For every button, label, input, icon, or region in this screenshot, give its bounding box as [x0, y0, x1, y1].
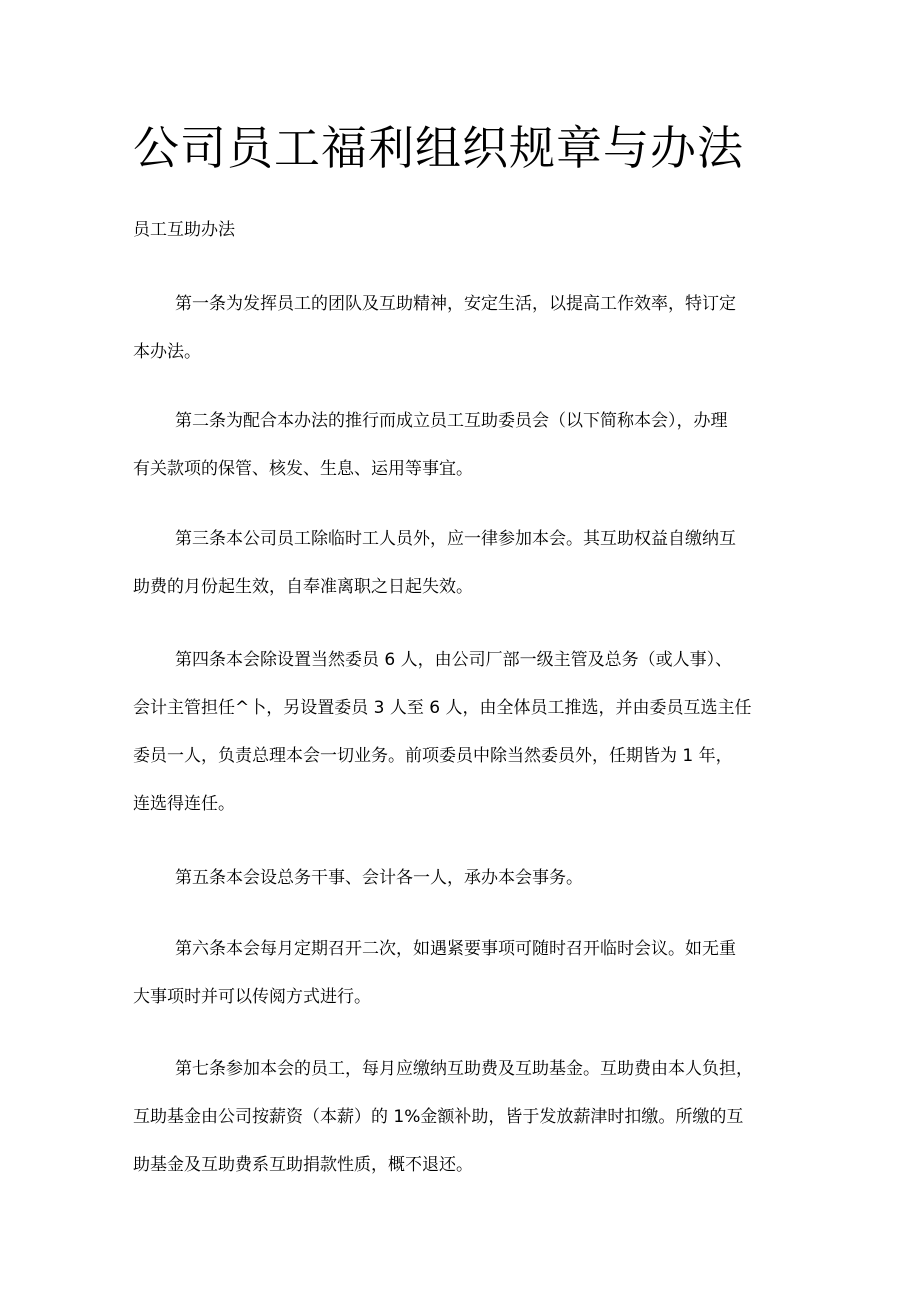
article-1-line-1: 第一条为发挥员工的团队及互助精神，安定生活，以提高工作效率，特订定: [175, 294, 736, 314]
article-7-line-3: 助基金及互助费系互助捐款性质，概不退还。: [133, 1155, 473, 1175]
article-4-line-4: 连选得连任。: [133, 794, 235, 814]
article-3-line-2: 助费的月份起生效，自奉准离职之日起失效。: [133, 577, 473, 597]
article-2-line-1: 第二条为配合本办法的推行而成立员工互助委员会（以下简称本会），办理: [175, 411, 728, 431]
article-4-line-3: 委员一人，负责总理本会一切业务。前项委员中除当然委员外，任期皆为 1 年，: [133, 746, 733, 766]
article-2-line-2: 有关款项的保管、核发、生息、运用等事宜。: [133, 459, 473, 479]
article-3-line-1: 第三条本公司员工除临时工人员外，应一律参加本会。其互助权益自缴纳互: [175, 529, 736, 549]
section-heading: 员工互助办法: [133, 220, 235, 240]
document-title: 公司员工福利组织规章与办法: [133, 121, 744, 175]
article-6-line-1: 第六条本会每月定期召开二次，如遇紧要事项可随时召开临时会议。如无重: [175, 939, 736, 959]
article-5-line-1: 第五条本会设总务干事、会计各一人，承办本会事务。: [175, 868, 583, 888]
article-6-line-2: 大事项时并可以传阅方式进行。: [133, 987, 371, 1007]
article-4-line-2: 会计主管担任^卜，另设置委员 3 人至 6 人，由全体员工推选，并由委员互选主任: [133, 698, 752, 718]
article-4-line-1: 第四条本会除设置当然委员 6 人，由公司厂部一级主管及总务（或人事）、: [175, 650, 733, 670]
article-7-line-2: 互助基金由公司按薪资（本薪）的 1%金额补助，皆于发放薪津时扣缴。所缴的互: [133, 1107, 744, 1127]
article-1-line-2: 本办法。: [133, 342, 201, 362]
article-7-line-1: 第七条参加本会的员工，每月应缴纳互助费及互助基金。互助费由本人负担，: [175, 1059, 753, 1079]
